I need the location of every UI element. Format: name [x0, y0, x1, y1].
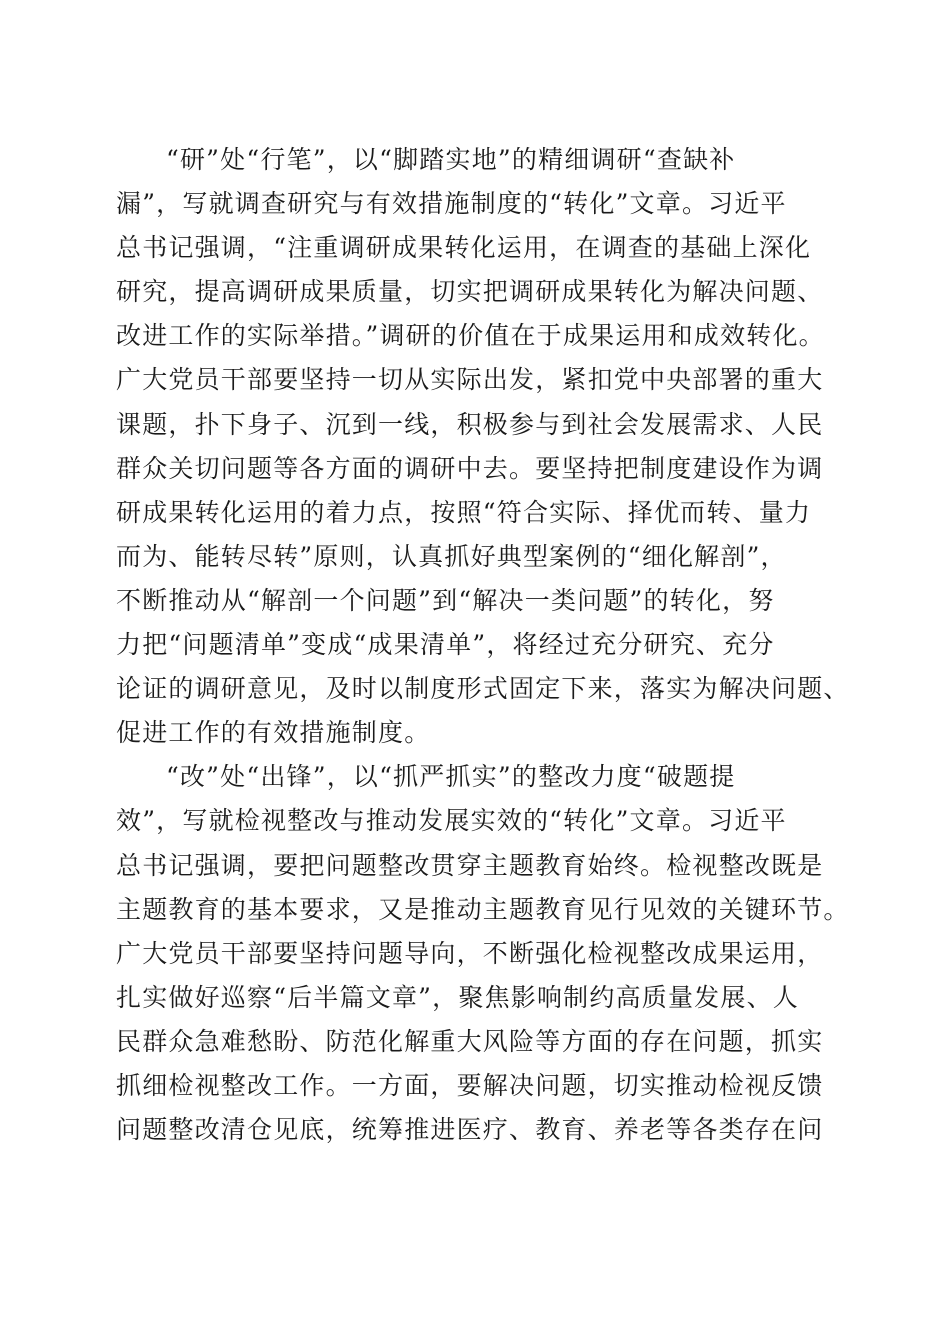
text-line: 课题，扑下身子、沉到一线，积极参与到社会发展需求、人民 — [116, 409, 824, 439]
text-line: 群众关切问题等各方面的调研中去。要坚持把制度建设作为调 — [116, 453, 824, 483]
text-line: 漏”，写就调查研究与有效措施制度的“转化”文章。习近平 — [116, 189, 787, 219]
text-line: 扎实做好巡察“后半篇文章”，聚焦影响制约高质量发展、人 — [116, 982, 799, 1012]
text-line: 不断推动从“解剖一个问题”到“解决一类问题”的转化，努 — [116, 585, 775, 615]
body-text — [116, 138, 850, 1152]
text-line: 总书记强调，“注重调研成果转化运用，在调查的基础上深化 — [116, 233, 812, 263]
text-line: 研究，提高调研成果质量，切实把调研成果转化为解决问题、 — [116, 277, 824, 307]
text-line: 改进工作的实际举措。”调研的价值在于成果运用和成效转化。 — [116, 321, 825, 351]
text-line: 民群众急难愁盼、防范化解重大风险等方面的存在问题，抓实 — [116, 1026, 824, 1056]
text-line: 主题教育的基本要求，又是推动主题教育见行见效的关键环节。 — [116, 894, 850, 924]
text-line: “改”处“出锋”，以“抓严抓实”的整改力度“破题提 — [166, 762, 736, 792]
text-line: 总书记强调，要把问题整改贯穿主题教育始终。检视整改既是 — [116, 850, 824, 880]
text-line: “研”处“行笔”，以“脚踏实地”的精细调研“查缺补 — [166, 145, 736, 174]
paragraph-research — [116, 138, 850, 755]
paragraph-rectification — [116, 755, 850, 1152]
text-line: 论证的调研意见，及时以制度形式固定下来，落实为解决问题、 — [116, 674, 850, 704]
text-line: 效”，写就检视整改与推动发展实效的“转化”文章。习近平 — [116, 806, 787, 836]
text-line: 力把“问题清单”变成“成果清单”，将经过充分研究、充分 — [116, 630, 775, 660]
text-line: 抓细检视整改工作。一方面，要解决问题，切实推动检视反馈 — [116, 1070, 824, 1100]
text-line: 广大党员干部要坚持问题导向，不断强化检视整改成果运用， — [116, 938, 824, 968]
text-line: 问题整改清仓见底，统筹推进医疗、教育、养老等各类存在问 — [116, 1115, 824, 1145]
text-line: 研成果转化运用的着力点，按照“符合实际、择优而转、量力 — [116, 497, 812, 527]
text-line: 而为、能转尽转”原则，认真抓好典型案例的“细化解剖”， — [116, 541, 787, 571]
text-line: 促进工作的有效措施制度。 — [116, 718, 431, 748]
text-line: 广大党员干部要坚持一切从实际出发，紧扣党中央部署的重大 — [116, 365, 824, 395]
